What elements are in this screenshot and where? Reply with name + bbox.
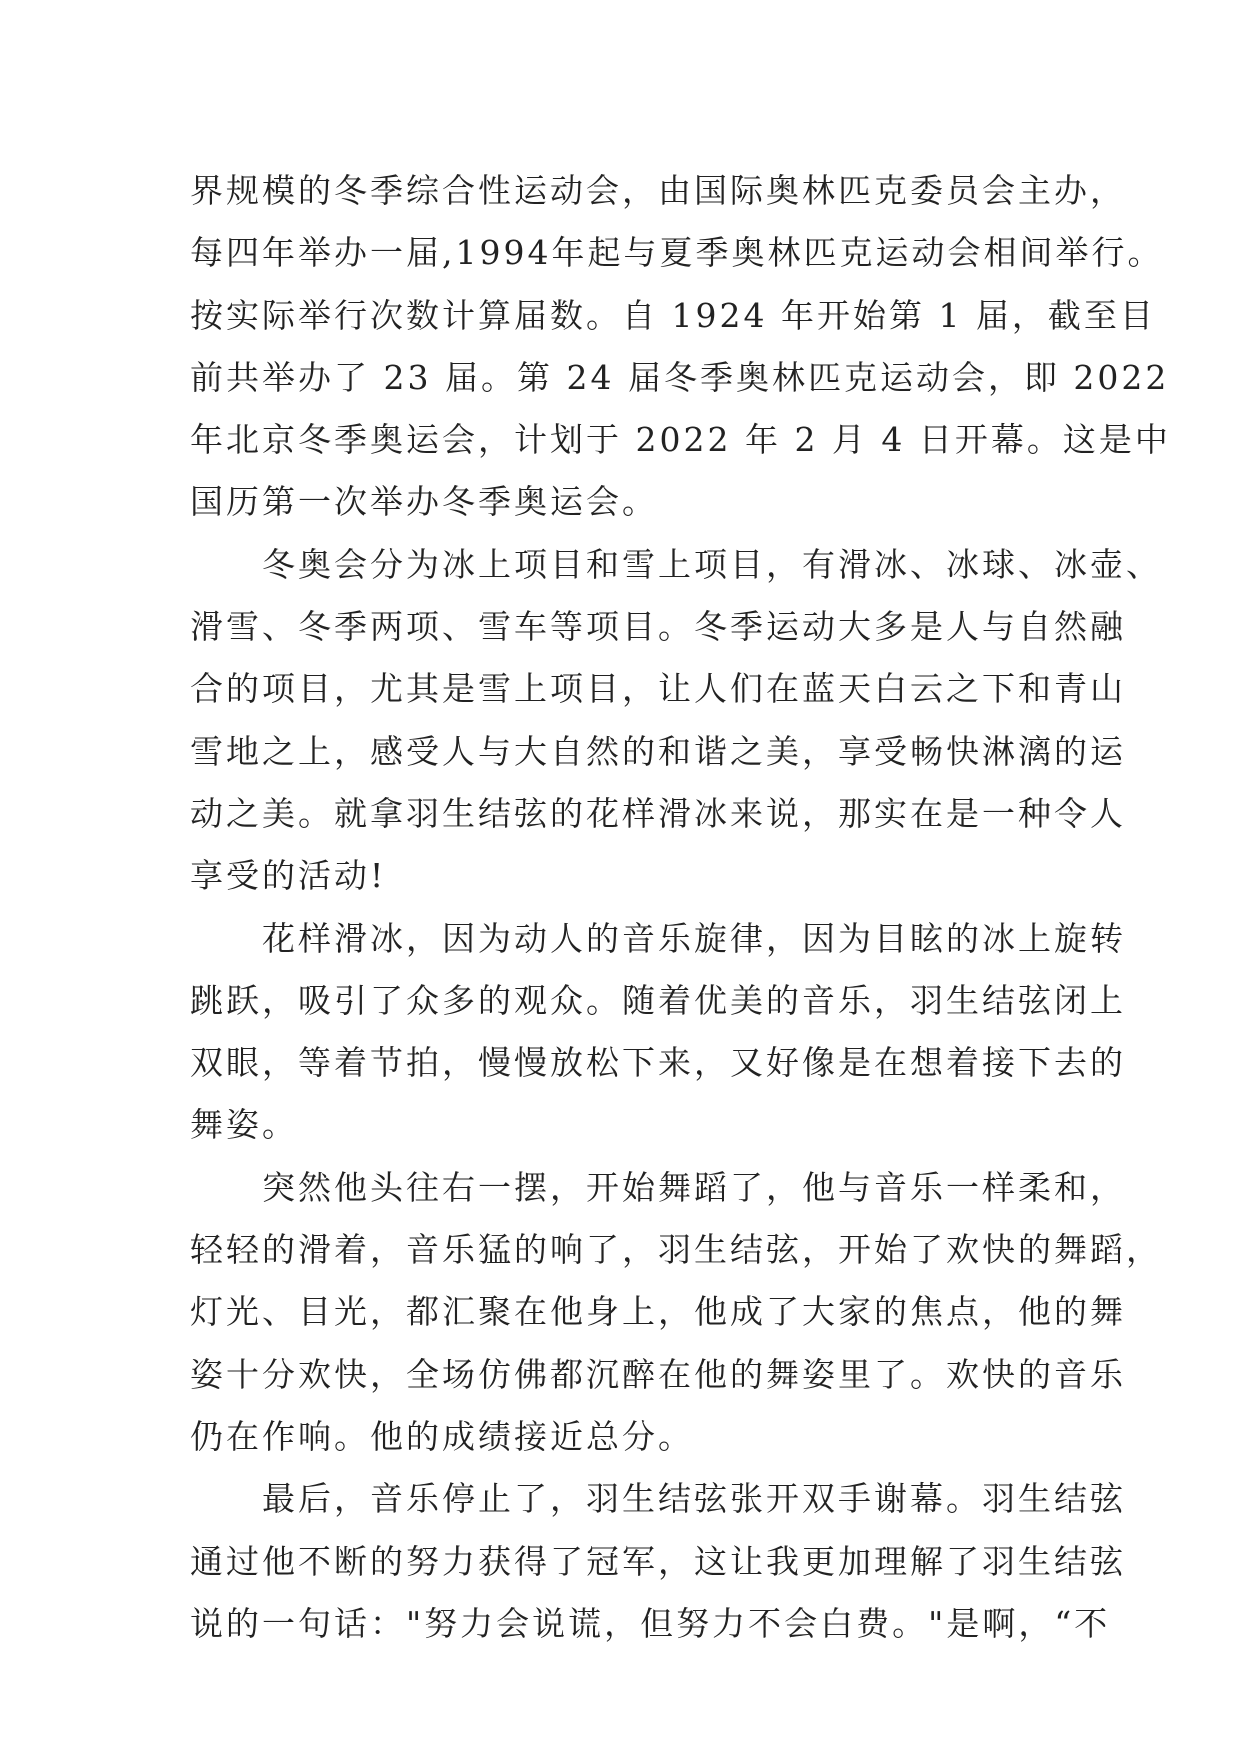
text-line: 跳跃，吸引了众多的观众。随着优美的音乐，羽生结弦闭上 [190,980,1126,1020]
text-line: 每四年举办一届,1994年起与夏季奥林匹克运动会相间举行。 [190,233,1164,273]
text-line: 姿十分欢快，全场仿佛都沉醉在他的舞姿里了。欢快的音乐 [190,1354,1126,1394]
text-line: 年北京冬季奥运会，计划于 2022 年 2 月 4 日开幕。这是中 [190,420,1171,460]
text-line: 国历第一次举办冬季奥运会。 [190,482,658,522]
text-line: 双眼，等着节拍，慢慢放松下来，又好像是在想着接下去的 [190,1043,1126,1083]
text-line: 通过他不断的努力获得了冠军，这让我更加理解了羽生结弦 [190,1541,1126,1581]
text-line: 享受的活动! [190,856,387,896]
text-line: 轻轻的滑着，音乐猛的响了，羽生结弦，开始了欢快的舞蹈， [190,1230,1162,1270]
text-line: 舞姿。 [190,1105,298,1145]
text-line: 雪地之上，感受人与大自然的和谐之美，享受畅快淋漓的运 [190,731,1126,771]
text-line: 冬奥会分为冰上项目和雪上项目，有滑冰、冰球、冰壶、 [190,544,1162,584]
text-line: 灯光、目光，都汇聚在他身上，他成了大家的焦点，他的舞 [190,1292,1126,1332]
text-line: 按实际举行次数计算届数。自 1924 年开始第 1 届，截至目 [190,295,1156,335]
text-line: 界规模的冬季综合性运动会，由国际奥林匹克委员会主办， [190,171,1126,210]
text-line: 突然他头往右一摆，开始舞蹈了，他与音乐一样柔和， [190,1167,1126,1207]
text-line: 花样滑冰，因为动人的音乐旋律，因为目眩的冰上旋转 [190,918,1126,958]
text-line: 说的一句话："努力会说谎，但努力不会白费。"是啊，“不 [190,1603,1111,1643]
text-line: 动之美。就拿羽生结弦的花样滑冰来说，那实在是一种令人 [190,793,1126,833]
text-line: 合的项目，尤其是雪上项目，让人们在蓝天白云之下和青山 [190,669,1126,709]
text-line: 仍在作响。他的成绩接近总分。 [190,1416,694,1456]
text-line: 滑雪、冬季两项、雪车等项目。冬季运动大多是人与自然融 [190,607,1126,647]
text-line: 最后，音乐停止了，羽生结弦张开双手谢幕。羽生结弦 [190,1479,1126,1519]
body-text [190,160,1171,1655]
text-line: 前共举办了 23 届。第 24 届冬季奥林匹克运动会，即 2022 [190,357,1170,397]
